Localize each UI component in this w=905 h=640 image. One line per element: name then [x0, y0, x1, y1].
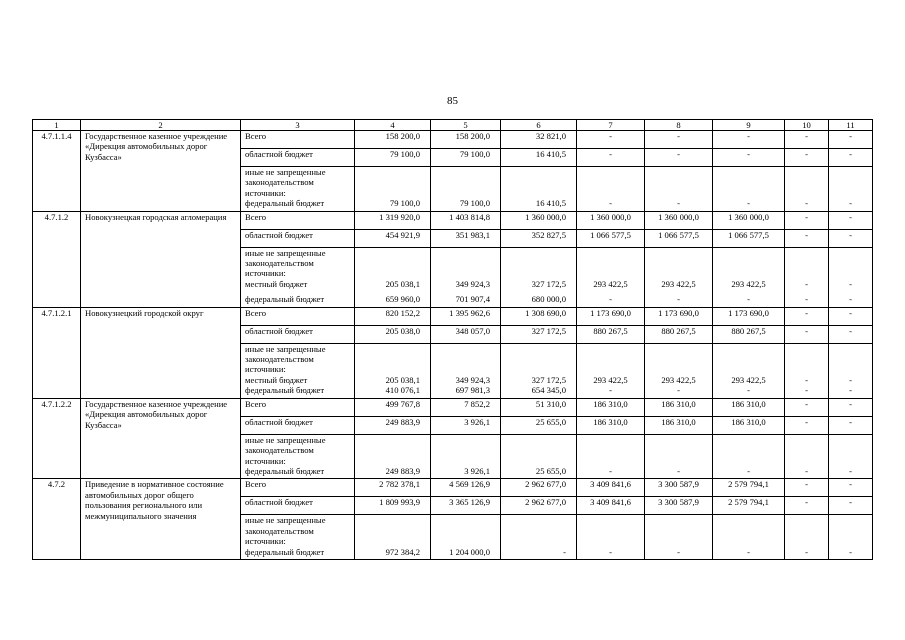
sub-value: - [747, 546, 750, 557]
source-label: Всего [241, 398, 355, 416]
sub-value: - [849, 294, 852, 305]
value-cell: - [829, 416, 873, 434]
header-cell-2: 2 [81, 120, 241, 131]
value-cell: 1 308 690,0 [501, 307, 577, 325]
value-cell [785, 434, 829, 479]
value-cell [713, 343, 785, 398]
header-cell-1: 1 [33, 120, 81, 131]
value-cell: - [785, 416, 829, 434]
value-cell: - [829, 307, 873, 325]
sub-value: - [805, 294, 808, 305]
sub-value: 349 924,3 [455, 278, 490, 289]
other-sources-line: законодательством [245, 354, 314, 365]
value-cell: 1 173 690,0 [645, 307, 713, 325]
item-code: 4.7.1.2.2 [33, 398, 81, 479]
table-row [33, 307, 873, 325]
value-cell: - [829, 149, 873, 167]
value-cell: 79 100,0 [355, 149, 431, 167]
value-cell: - [829, 325, 873, 343]
value-cell [829, 343, 873, 398]
sub-value: - [677, 294, 680, 305]
value-cell: 7 852,2 [431, 398, 501, 416]
sub-value: 293 422,5 [593, 278, 628, 289]
value-cell [577, 167, 645, 212]
value-cell: 1 066 577,5 [713, 229, 785, 247]
sub-source-label: федеральный бюджет [245, 198, 325, 209]
sub-value: 697 981,3 [455, 385, 490, 396]
sub-value: - [609, 465, 612, 476]
value-cell: 3 300 587,9 [645, 497, 713, 515]
value-cell: 249 883,9 [355, 416, 431, 434]
budget-table [32, 119, 873, 560]
sub-value: 25 655,0 [535, 465, 566, 476]
other-sources-line: источники: [245, 268, 286, 279]
value-cell: 1 360 000,0 [501, 211, 577, 229]
sub-source-label: местный бюджет [245, 278, 308, 289]
value-cell: 186 310,0 [713, 398, 785, 416]
value-cell [431, 515, 501, 560]
value-cell: 1 066 577,5 [577, 229, 645, 247]
sub-value: - [849, 546, 852, 557]
value-cell: 1 403 814,8 [431, 211, 501, 229]
value-cell: 186 310,0 [645, 416, 713, 434]
other-sources-label [241, 515, 355, 560]
value-cell: - [577, 131, 645, 149]
sub-value: - [609, 294, 612, 305]
sub-value: 3 926,1 [464, 465, 490, 476]
value-cell: 79 100,0 [431, 149, 501, 167]
value-cell [577, 515, 645, 560]
value-cell: 1 173 690,0 [713, 307, 785, 325]
value-cell [645, 167, 713, 212]
value-cell [577, 434, 645, 479]
sub-value: - [563, 546, 566, 557]
table-row [33, 131, 873, 149]
value-cell: 3 409 841,6 [577, 497, 645, 515]
sub-value: - [747, 385, 750, 396]
other-sources-line: законодательством [245, 177, 314, 188]
sub-value: - [849, 374, 852, 385]
value-cell: - [785, 479, 829, 497]
value-cell [501, 167, 577, 212]
sub-source-label: федеральный бюджет [245, 294, 325, 305]
sub-source-label: федеральный бюджет [245, 385, 325, 396]
sub-value: 327 172,5 [531, 278, 566, 289]
sub-value: 205 038,1 [385, 278, 420, 289]
value-cell: - [829, 131, 873, 149]
sub-value: 79 100,0 [459, 198, 490, 209]
value-cell [785, 167, 829, 212]
value-cell: 348 057,0 [431, 325, 501, 343]
value-cell: 820 152,2 [355, 307, 431, 325]
other-sources-line: иные не запрещенные [245, 247, 326, 258]
value-cell: - [785, 131, 829, 149]
value-cell: 2 962 677,0 [501, 479, 577, 497]
value-cell: 1 066 577,5 [645, 229, 713, 247]
value-cell: 2 579 794,1 [713, 479, 785, 497]
value-cell: 158 200,0 [431, 131, 501, 149]
value-cell: 327 172,5 [501, 325, 577, 343]
value-cell: 1 809 993,9 [355, 497, 431, 515]
table-row [33, 398, 873, 416]
value-cell: 4 569 126,9 [431, 479, 501, 497]
source-label: областной бюджет [241, 229, 355, 247]
other-sources-line: законодательством [245, 445, 314, 456]
sub-value: 293 422,5 [731, 374, 766, 385]
source-label: Всего [241, 307, 355, 325]
header-cell-9: 9 [713, 120, 785, 131]
value-cell [785, 515, 829, 560]
sub-value: 680 000,0 [531, 294, 566, 305]
item-name: Новокузнецкая городская агломерация [81, 211, 241, 307]
value-cell: 880 267,5 [645, 325, 713, 343]
value-cell: - [785, 149, 829, 167]
header-row [33, 120, 873, 131]
sub-value: 1 204 000,0 [449, 546, 490, 557]
value-cell: 454 921,9 [355, 229, 431, 247]
value-cell [713, 515, 785, 560]
value-cell: 186 310,0 [713, 416, 785, 434]
header-cell-8: 8 [645, 120, 713, 131]
header-cell-6: 6 [501, 120, 577, 131]
sub-value: 327 172,5 [531, 374, 566, 385]
sub-value: - [747, 465, 750, 476]
sub-value: 205 038,1 [385, 374, 420, 385]
sub-value: - [805, 278, 808, 289]
value-cell: - [645, 131, 713, 149]
value-cell: 2 782 378,1 [355, 479, 431, 497]
value-cell [501, 434, 577, 479]
value-cell: 3 300 587,9 [645, 479, 713, 497]
sub-value: 293 422,5 [661, 278, 696, 289]
value-cell: - [785, 325, 829, 343]
table-row [33, 211, 873, 229]
sub-value: 249 883,9 [385, 465, 420, 476]
value-cell: - [645, 149, 713, 167]
sub-value: - [609, 385, 612, 396]
value-cell [431, 167, 501, 212]
value-cell: 1 360 000,0 [713, 211, 785, 229]
other-sources-label [241, 247, 355, 307]
other-sources-line: иные не запрещенные [245, 343, 326, 354]
sub-value: - [805, 465, 808, 476]
sub-value: - [677, 465, 680, 476]
header-cell-7: 7 [577, 120, 645, 131]
value-cell [645, 343, 713, 398]
sub-value: - [747, 294, 750, 305]
sub-value: - [677, 546, 680, 557]
value-cell: - [785, 211, 829, 229]
value-cell [577, 247, 645, 307]
sub-source-label: местный бюджет [245, 374, 308, 385]
value-cell: - [785, 497, 829, 515]
other-sources-line: иные не запрещенные [245, 434, 326, 445]
value-cell: 1 319 920,0 [355, 211, 431, 229]
value-cell [785, 343, 829, 398]
item-code: 4.7.1.2.1 [33, 307, 81, 398]
value-cell: - [785, 307, 829, 325]
value-cell: 499 767,8 [355, 398, 431, 416]
sub-value: - [849, 465, 852, 476]
value-cell: 1 173 690,0 [577, 307, 645, 325]
value-cell: - [829, 497, 873, 515]
other-sources-line: иные не запрещенные [245, 515, 326, 526]
value-cell: 25 655,0 [501, 416, 577, 434]
other-sources-line: законодательством [245, 258, 314, 269]
other-sources-line: источники: [245, 536, 286, 547]
table-row [33, 479, 873, 497]
header-cell-5: 5 [431, 120, 501, 131]
other-sources-line: иные не запрещенные [245, 167, 326, 177]
value-cell: 186 310,0 [577, 416, 645, 434]
value-cell [355, 515, 431, 560]
sub-value: 349 924,3 [455, 374, 490, 385]
source-label: областной бюджет [241, 416, 355, 434]
other-sources-label [241, 167, 355, 212]
header-cell-11: 11 [829, 120, 873, 131]
value-cell [713, 167, 785, 212]
value-cell: - [829, 398, 873, 416]
value-cell: 158 200,0 [355, 131, 431, 149]
value-cell [577, 343, 645, 398]
value-cell [785, 247, 829, 307]
value-cell [645, 515, 713, 560]
value-cell [501, 247, 577, 307]
value-cell [355, 434, 431, 479]
sub-value: - [677, 385, 680, 396]
item-code: 4.7.1.1.4 [33, 131, 81, 212]
value-cell: 2 962 677,0 [501, 497, 577, 515]
value-cell [431, 434, 501, 479]
value-cell: - [713, 149, 785, 167]
other-sources-line: источники: [245, 455, 286, 466]
value-cell: 1 395 962,6 [431, 307, 501, 325]
value-cell: 3 926,1 [431, 416, 501, 434]
value-cell [501, 515, 577, 560]
value-cell: 1 360 000,0 [577, 211, 645, 229]
header-cell-3: 3 [241, 120, 355, 131]
item-name: Новокузнецкий городской округ [81, 307, 241, 398]
value-cell [501, 343, 577, 398]
sub-value: 410 076,1 [385, 385, 420, 396]
sub-value: 659 960,0 [385, 294, 420, 305]
sub-source-label: федеральный бюджет [245, 546, 325, 557]
sub-value: - [747, 198, 750, 209]
value-cell [829, 247, 873, 307]
sub-value: - [849, 198, 852, 209]
sub-value: - [805, 374, 808, 385]
other-sources-label [241, 343, 355, 398]
value-cell: - [785, 229, 829, 247]
value-cell [829, 167, 873, 212]
value-cell: - [829, 229, 873, 247]
value-cell: 2 579 794,1 [713, 497, 785, 515]
value-cell: 186 310,0 [645, 398, 713, 416]
source-label: Всего [241, 479, 355, 497]
sub-value: - [677, 198, 680, 209]
value-cell: - [785, 398, 829, 416]
value-cell [829, 434, 873, 479]
sub-value: 701 907,4 [455, 294, 490, 305]
value-cell: - [577, 149, 645, 167]
other-sources-line: законодательством [245, 525, 314, 536]
sub-source-label: федеральный бюджет [245, 465, 325, 476]
other-sources-line: источники: [245, 187, 286, 198]
value-cell [355, 343, 431, 398]
value-cell [713, 247, 785, 307]
value-cell [645, 247, 713, 307]
sub-value: - [805, 385, 808, 396]
value-cell [355, 167, 431, 212]
value-cell [355, 247, 431, 307]
sub-value: 16 410,5 [535, 198, 566, 209]
other-sources-label [241, 434, 355, 479]
value-cell [645, 434, 713, 479]
sub-value: 654 345,0 [531, 385, 566, 396]
value-cell: 351 983,1 [431, 229, 501, 247]
other-sources-line: источники: [245, 364, 286, 375]
sub-value: - [609, 546, 612, 557]
sub-value: - [849, 385, 852, 396]
sub-value: - [805, 546, 808, 557]
page-number: 85 [447, 95, 458, 107]
value-cell: - [829, 211, 873, 229]
value-cell [713, 434, 785, 479]
value-cell: 205 038,0 [355, 325, 431, 343]
value-cell [431, 343, 501, 398]
source-label: областной бюджет [241, 497, 355, 515]
value-cell: 880 267,5 [713, 325, 785, 343]
value-cell [829, 515, 873, 560]
sub-value: 293 422,5 [593, 374, 628, 385]
header-cell-10: 10 [785, 120, 829, 131]
value-cell: 1 360 000,0 [645, 211, 713, 229]
item-code: 4.7.1.2 [33, 211, 81, 307]
item-code: 4.7.2 [33, 479, 81, 560]
value-cell: - [713, 131, 785, 149]
sub-value: 972 384,2 [385, 546, 420, 557]
sub-value: - [609, 198, 612, 209]
sub-value: - [849, 278, 852, 289]
source-label: областной бюджет [241, 325, 355, 343]
source-label: Всего [241, 211, 355, 229]
item-name: Приведение в нормативное состояние автомобильных дорог общего пользования регионального или межмуниципального значения [81, 479, 241, 560]
sub-value: - [805, 198, 808, 209]
value-cell [431, 247, 501, 307]
sub-value: 293 422,5 [731, 278, 766, 289]
value-cell: 352 827,5 [501, 229, 577, 247]
value-cell: 51 310,0 [501, 398, 577, 416]
value-cell: 32 821,0 [501, 131, 577, 149]
sub-value: 293 422,5 [661, 374, 696, 385]
value-cell: 880 267,5 [577, 325, 645, 343]
item-name: Государственное казенное учреждение «Дирекция автомобильных дорог Кузбасса» [81, 398, 241, 479]
value-cell: 3 365 126,9 [431, 497, 501, 515]
source-label: Всего [241, 131, 355, 149]
value-cell: 16 410,5 [501, 149, 577, 167]
source-label: областной бюджет [241, 149, 355, 167]
value-cell: - [829, 479, 873, 497]
item-name: Государственное казенное учреждение «Дирекция автомобильных дорог Кузбасса» [81, 131, 241, 212]
value-cell: 3 409 841,6 [577, 479, 645, 497]
sub-value: 79 100,0 [389, 198, 420, 209]
header-cell-4: 4 [355, 120, 431, 131]
value-cell: 186 310,0 [577, 398, 645, 416]
